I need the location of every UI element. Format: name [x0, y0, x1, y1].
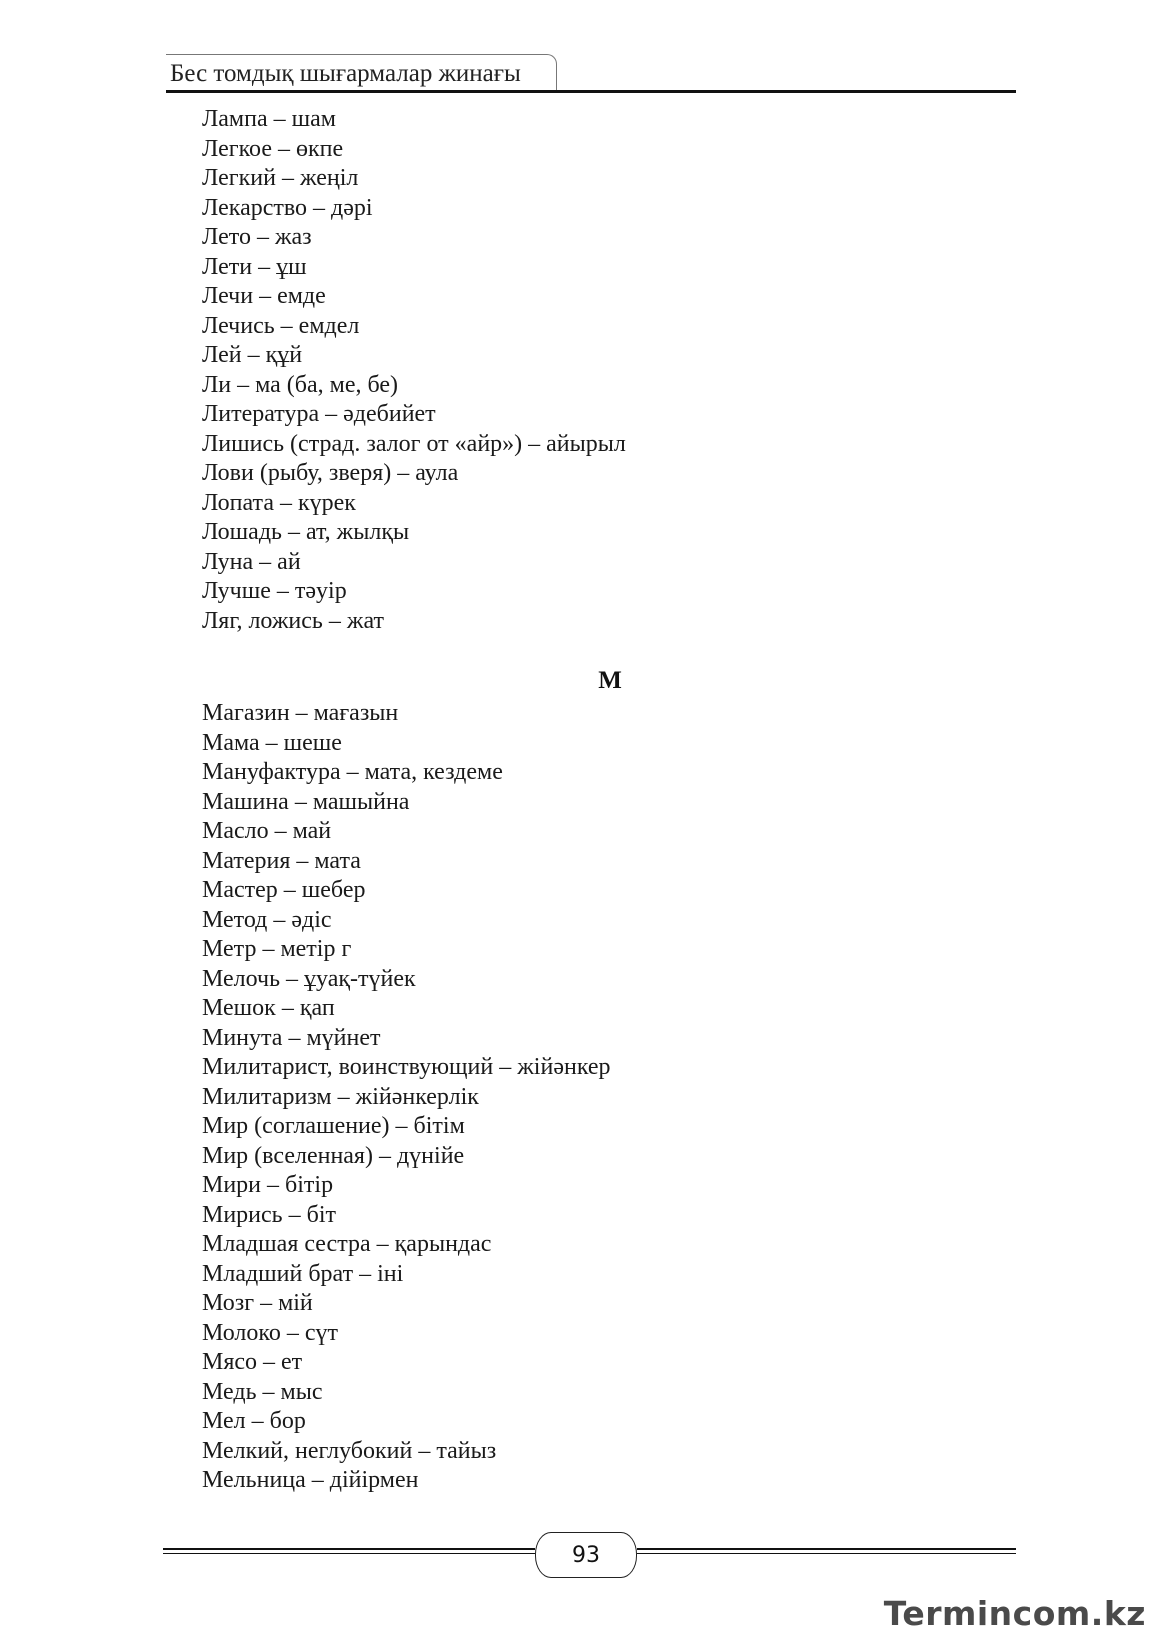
page-number: 93: [535, 1532, 637, 1578]
dictionary-entry: Машина – машыйна: [202, 788, 410, 815]
book-title: Бес томдық шығармалар жинағы: [170, 60, 521, 87]
entries-letter-m: [202, 699, 962, 1496]
dictionary-entry: Лишись (страд. залог от «айр») – айырыл: [202, 430, 626, 457]
dictionary-entry: Легкое – өкпе: [202, 135, 344, 162]
dictionary-entry: Лекарство – дәрі: [202, 194, 373, 221]
dictionary-entry: Молоко – сүт: [202, 1319, 338, 1346]
dictionary-entry: Мелочь – ұуақ-түйек: [202, 965, 416, 992]
dictionary-entry: Мел – бор: [202, 1408, 306, 1434]
dictionary-entry: Мир (соглашение) – бітім: [202, 1113, 465, 1139]
dictionary-entry: Лей – құй: [202, 342, 303, 368]
footer-rule-left: [163, 1548, 535, 1550]
dictionary-entry: Легкий – жеңіл: [202, 165, 359, 191]
dictionary-entry: Мозг – мій: [202, 1290, 313, 1316]
section-letter: М: [598, 667, 622, 694]
dictionary-entry: Мама – шеше: [202, 729, 342, 756]
watermark-logo: Termincom.kz: [883, 1594, 1146, 1633]
footer-rule-left-thin: [163, 1553, 535, 1554]
dictionary-entry: Метр – метір г: [202, 936, 352, 962]
entries-letter-l: [202, 105, 962, 636]
dictionary-entry: Мануфактура – мата, кездеме: [202, 759, 503, 785]
header-rule: [166, 90, 1016, 93]
dictionary-entry: Лечи – емде: [202, 283, 326, 309]
dictionary-entry: Масло – май: [202, 818, 332, 844]
dictionary-entry: Лампа – шам: [202, 106, 336, 132]
dictionary-entry: Лечись – емдел: [202, 312, 360, 339]
dictionary-entry: Материя – мата: [202, 847, 361, 874]
dictionary-entry: Мири – бітір: [202, 1172, 334, 1198]
dictionary-entry: Мирись – біт: [202, 1201, 336, 1228]
dictionary-entry: Лето – жаз: [202, 224, 312, 250]
footer-rule-right-thin: [637, 1553, 1016, 1554]
dictionary-entry: Мелкий, неглубокий – тайыз: [202, 1437, 497, 1464]
footer-rule-right: [637, 1548, 1016, 1550]
dictionary-entry: Мельница – дійірмен: [202, 1467, 419, 1493]
dictionary-entry: Магазин – мағазын: [202, 700, 399, 726]
dictionary-entry: Лети – ұш: [202, 253, 307, 280]
dictionary-entry: Лови (рыбу, зверя) – аула: [202, 460, 459, 486]
dictionary-entry: Милитарист, воинствующий – жійәнкер: [202, 1054, 611, 1080]
dictionary-entry: Младший брат – іні: [202, 1260, 404, 1287]
running-header: [166, 54, 1016, 94]
dictionary-entry: Луна – ай: [202, 548, 301, 575]
dictionary-entry: Мир (вселенная) – дүнійе: [202, 1142, 465, 1169]
page-footer: [163, 1528, 1016, 1588]
dictionary-entry: Лошадь – ат, жылқы: [202, 519, 410, 545]
dictionary-entry: Младшая сестра – қарындас: [202, 1231, 492, 1257]
dictionary-entry: Минута – мүйнет: [202, 1024, 381, 1051]
dictionary-entry: Милитаризм – жійәнкерлік: [202, 1083, 479, 1110]
dictionary-entry: Метод – әдіс: [202, 906, 332, 933]
dictionary-entry: Мясо – ет: [202, 1349, 303, 1375]
dictionary-entry: Лопата – күрек: [202, 489, 356, 516]
dictionary-entry: Мастер – шебер: [202, 877, 366, 903]
dictionary-entry: Ли – ма (ба, ме, бе): [202, 371, 399, 398]
dictionary-entry: Ляг, ложись – жат: [202, 607, 384, 634]
dictionary-entry: Лучше – тәуір: [202, 578, 347, 604]
dictionary-entry: Мешок – қап: [202, 995, 335, 1021]
dictionary-entry: Литература – әдебийет: [202, 401, 436, 427]
dictionary-entry: Медь – мыс: [202, 1378, 323, 1405]
